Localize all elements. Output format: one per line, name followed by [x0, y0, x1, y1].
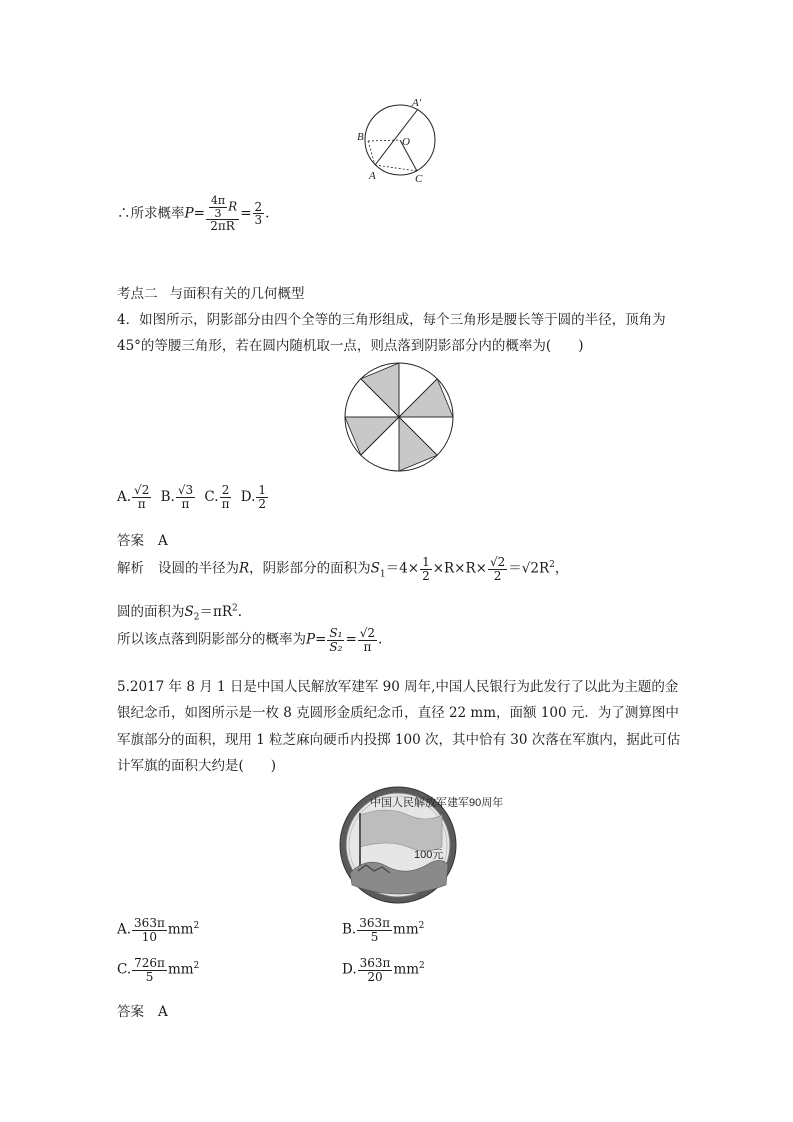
commemorative-coin-image	[338, 785, 504, 905]
figure-shaded-circle	[340, 358, 458, 476]
q4-option-d: D. $\frac{1}{2}$	[240, 483, 267, 511]
q4-option-c: C. $\frac{2}{\pi}$	[204, 483, 230, 511]
q5-answer: 答案 A	[117, 1004, 168, 1020]
q5-line2: 银纪念币，如图所示是一枚 8 克圆形金质纪念币，直径 22 mm，面额 100 元．为了测算图中	[117, 705, 679, 721]
q5-option-a: A. $\frac{363\pi}{10}$ $mm^2$	[117, 916, 200, 944]
q4-option-a: A. $\frac{√2}{\pi}$	[117, 483, 150, 511]
diameter-line	[375, 109, 418, 165]
label-c: C	[415, 173, 423, 185]
q4-option-b: B. $\frac{√3}{\pi}$	[160, 483, 194, 511]
q4-answer-value: A	[158, 533, 168, 549]
coin-value: 100元	[414, 849, 444, 861]
q5-line3: 军旗部分的面积，现用 1 粒芝麻向硬币内投掷 100 次，其中恰有 30 次落在军旗内，据此可估	[117, 732, 681, 748]
fraction-4pi-3-r: $\frac{4\pi}{3}$ R 2πR	[206, 195, 239, 233]
q5-option-d: D. $\frac{363\pi}{20}$ $mm^2$	[342, 956, 425, 984]
q4-answer: 答案 A	[117, 533, 168, 549]
q5-option-c: C. $\frac{726\pi}{5}$ $mm^2$	[117, 956, 200, 984]
coin-rim-text: 中国人民解放军建军90周年	[370, 797, 504, 809]
label-b: B	[357, 131, 364, 143]
label-o: O	[402, 136, 410, 148]
fraction-2-3: $\frac{2}{3}$	[254, 199, 263, 228]
q4-options	[117, 484, 269, 510]
shaded-triangle	[399, 379, 453, 417]
q5-line4: 计军旗的面积大约是( )	[117, 758, 277, 774]
figure-circle-points	[355, 95, 445, 185]
shaded-triangle	[345, 417, 399, 455]
q4-line1: 4．如图所示，阴影部分由四个全等的三角形组成，每个三角形是腰长等于圆的半径，顶角为	[117, 312, 666, 328]
label-a: A	[369, 170, 376, 182]
q4-circle-area: 圆的面积为$S_2=\pi R^2$.	[117, 603, 243, 623]
shaded-triangle	[361, 363, 399, 417]
probability-line: ∴所求概率P= $\frac{4\pi}{3}$ R 2πR = $\frac{2}{3}$ .	[117, 194, 270, 234]
section-label: 考点二	[117, 286, 158, 302]
q5-line1: 5.2017 年 8 月 1 日是中国人民解放军建军 90 周年,中国人民银行为此发行了以此为主题的金	[117, 679, 679, 695]
label-a-prime: A′	[412, 97, 422, 109]
section-title	[117, 282, 305, 302]
section-name: 与面积有关的几何概型	[169, 286, 305, 302]
shaded-triangle	[399, 417, 437, 471]
q4-analysis: 解析 设圆的半径为R，阴影部分的面积为$S_1=4\times$ $\frac{1}{2}$ ×R×R× $\frac{√2}{2}$ $=√2R^2$，	[117, 555, 569, 583]
q5-option-b: B. $\frac{363\pi}{5}$ $mm^2$	[342, 916, 425, 944]
q5-answer-value: A	[158, 1004, 168, 1020]
q4-line2: 45°的等腰三角形，若在圆内随机取一点，则点落到阴影部分内的概率为( )	[117, 338, 584, 354]
q4-conclusion: 所以该点落到阴影部分的概率为P= $\frac{\text{S₁}}{\text{S₂}}$ = $\frac{√2}{\pi}$ .	[117, 626, 383, 654]
